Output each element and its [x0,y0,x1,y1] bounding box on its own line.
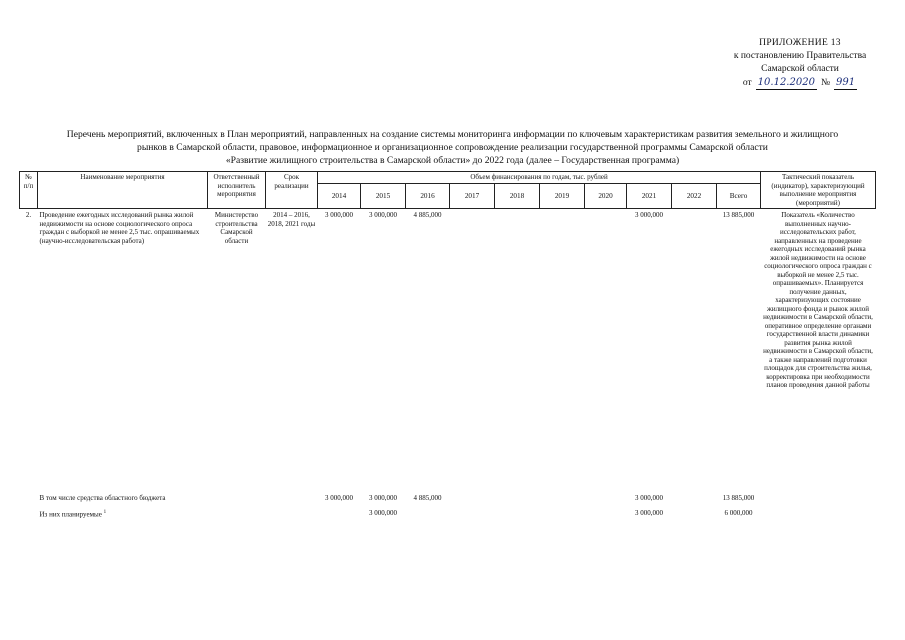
header-year: 2020 [585,184,627,209]
header-year: 2017 [450,184,495,209]
from-label: от [742,78,752,88]
planned-label-cell [38,504,318,521]
budget-total: 13 885,000 [722,493,755,502]
row-name: Проведение ежегодных исследований рынка жилой недвижимости на основе социологического опроса граждан с выборкой не менее 2,5 тыс. опрашиваемых (научно-исследовательская работа) [39,211,200,245]
appendix-region: Самарской области [761,64,839,74]
header-total: Всего [717,184,761,209]
budget-label: В том числе средства областного бюджета [39,493,166,502]
title-line-2: рынков в Самарской области, правовое, информационное и организационное сопровождение реализации государственной программы Самарской области [137,142,768,153]
appendix-decree: к постановлению Правительства [733,51,867,61]
number-label: № [820,78,831,88]
budget-value: 3 000,000 [635,493,663,502]
header-name: Наименование мероприятия [38,172,208,209]
row-value [495,209,540,489]
header-num: № п/п [20,172,38,209]
planned-value [495,504,540,521]
planned-value [406,504,450,521]
row-value [585,209,627,489]
header-year: 2016 [406,184,450,209]
planned-row [20,504,876,521]
budget-value [450,489,495,505]
title-line-1: Перечень мероприятий, включенных в План мероприятий, направленных на создание системы мониторинга информации по ключевым характеристикам развития земельного и жилищного [66,129,839,140]
appendix-title: ПРИЛОЖЕНИЕ 13 [759,38,841,48]
budget-value [495,489,540,505]
row-value: 4 885,000 [413,211,442,219]
document-title [20,128,885,167]
row-value: 3 000,000 [369,211,397,219]
row-value [450,209,495,489]
planned-value: 3 000,000 [635,509,663,517]
budget-value: 3 000,000 [325,493,353,502]
header-year: 2021 [627,184,672,209]
budget-value [540,489,585,505]
budget-row [20,489,876,505]
header-year: 2019 [540,184,585,209]
header-year: 2018 [495,184,540,209]
budget-value: 4 885,000 [413,493,442,502]
planned-total: 6 000,000 [724,509,753,517]
planned-label: Из них планируемые [39,510,102,519]
row-indicator: Показатель «Количество выполненных научно-исследовательских работ, направленных на проведение ежегодных исследований рынка жилой недвижимости на основе социологического опроса граждан с выборкой не менее 2,5 тыс. опрашиваемых». Планируется получение данных, характеризующих состояние жилищного фонда и рынок жилой недвижимости в Самарской области, оперативное определение органами государственной власти динамики развития рынка жилой недвижимости в Самарской области, а также направлений подготовки площадок для строительства жилья, корректировка при необходимости планов проведения данной работы [763,211,873,389]
header-year: 2022 [672,184,717,209]
row-value [540,209,585,489]
footnote-mark: 1 [103,510,107,515]
planned-value [672,504,717,521]
header-indicator: Тактический показатель (индикатор), характеризующий выполнение мероприятия (мероприятий) [761,172,876,209]
row-num: 2. [25,211,32,219]
appendix-block [725,37,875,90]
planned-value [318,504,361,521]
budget-value [585,489,627,505]
handwritten-number: 991 [836,77,856,88]
budget-value [672,489,717,505]
row-value: 3 000,000 [635,211,663,219]
row-value: 3 000,000 [325,211,353,219]
row-period: 2014 – 2016, 2018, 2021 годы [267,211,316,228]
header-executor: Ответственный исполнитель мероприятия [208,172,266,209]
row-total: 13 885,000 [722,211,755,219]
header-year: 2014 [318,184,361,209]
row-value [672,209,717,489]
handwritten-date: 10.12.2020 [757,77,815,88]
title-line-3: «Развитие жилищного строительства в Самарской области» до 2022 года (далее – Государственная программа) [225,155,680,166]
table-row [20,209,876,489]
appendix-date-line [725,76,875,90]
planned-value: 3 000,000 [369,509,397,517]
budget-value: 3 000,000 [369,493,397,502]
header-period: Срок реализации [266,172,318,209]
planned-value [585,504,627,521]
planned-value [540,504,585,521]
measures-table [19,171,876,521]
header-year: 2015 [361,184,406,209]
header-funding: Объем финансирования по годам, тыс. рублей [318,172,761,184]
row-executor: Министерство строительства Самарской области [214,211,259,245]
planned-value [450,504,495,521]
